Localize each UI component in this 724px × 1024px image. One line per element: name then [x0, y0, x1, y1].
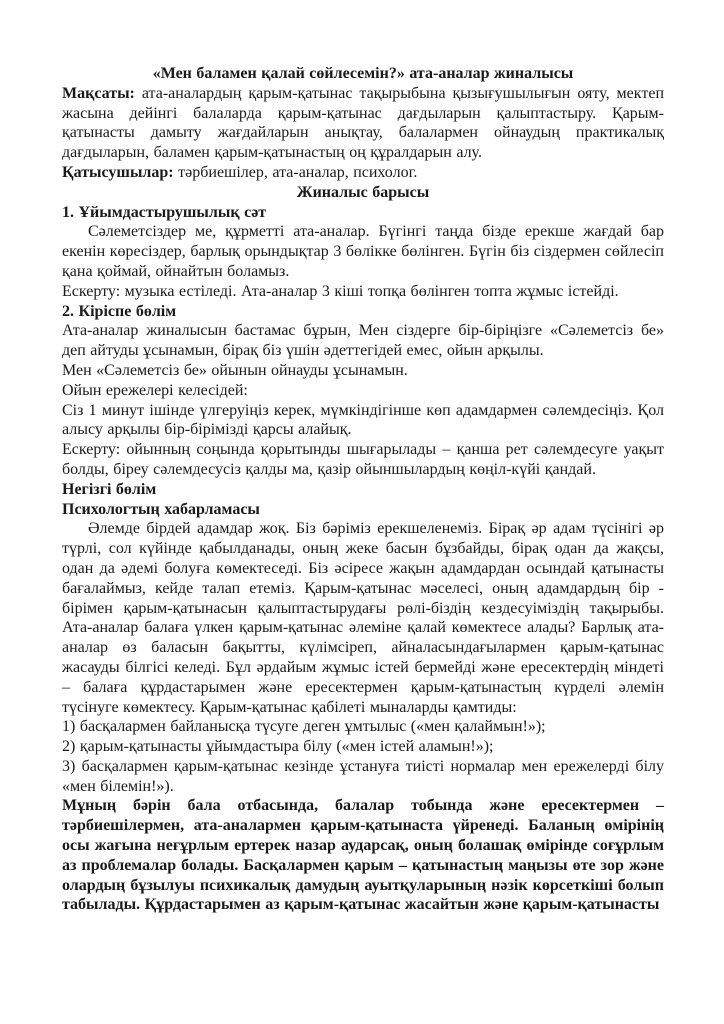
paragraph: Жиналыс барысы	[296, 183, 430, 201]
paragraph: 2. Кіріспе бөлім	[62, 302, 177, 320]
paragraph: 3) басқалармен қарым-қатынас кезінде ұстануға тиісті нормалар мен ережелерді білу «мен білемін!»).	[62, 757, 664, 795]
paragraph: Психологтың хабарламасы	[62, 500, 260, 518]
paragraph-lead: Мақсаты:	[62, 84, 135, 102]
paragraph: Негізгі бөлім	[62, 480, 157, 498]
document-title: «Мен баламен қалай сөйлесемін?» ата-аналар жиналысы	[152, 65, 574, 82]
document-body	[62, 84, 664, 915]
paragraph: 1. Ұйымдастырушылық сәт	[62, 203, 267, 221]
paragraph: Мұның бәрін бала отбасында, балалар тобында және ересектермен – тәрбиешілермен, ата-аналармен қарым-қатынаста үйренеді. Баланың өмірінің осы жағына неғұрлым ертерек назар аударсақ, оның болашақ өмірінде соғұрлым аз проблемалар болады. Басқалармен қарым – қатынастың маңызы өте зор және олардың бұзылуы психикалық дамудың ауытқуларының нәзік көрсеткіші болып табылады. Құрдастарымен аз қарым-қатынас жасайтын және қарым-қатынасты	[62, 797, 664, 914]
paragraph: Мақсаты: ата-аналардың қарым-қатынас тақырыбына қызығушылығын ояту, мектеп жасына дейінгі балаларда қарым-қатынас дағдыларын қалыптастыру. Қарым-қатынасты дамыту жағдайларын анықтау, балалармен ойнаудың практикалық дағдыларын, баламен қарым-қатынастың оң құралдарын алу.	[62, 84, 664, 162]
paragraph: Ескерту: ойынның соңында қорытынды шығарылады – қанша рет сәлемдесуге уақыт болды, біреу сәлемдесусіз қалды ма, қазір ойыншылардың көңіл-күйі қандай.	[62, 441, 664, 478]
paragraph: Қатысушылар: тәрбиешілер, ата-аналар, психолог.	[62, 163, 418, 181]
paragraph: Мен «Сәлеметсіз бе» ойынын ойнауды ұсынамын.	[62, 361, 408, 379]
paragraph: 1) басқалармен байланысқа түсуге деген ұмтылыс («мен қалаймын!»);	[62, 718, 546, 736]
paragraph: 2) қарым-қатынасты ұйымдастыра білу («мен істей аламын!»);	[62, 738, 494, 756]
paragraph: Әлемде бірдей адамдар жоқ. Біз бәріміз ерекшеленеміз. Бірақ әр адам түсінігі әр түрлі, сол күйінде қабылданады, оның жеке басын бұзбайды, бірақ одан да жақсы, одан да әдемі болуға көмектеседі. Біз әсіресе жақын адамдардан осындай қатынасты бағалаймыз, кейде талап етеміз. Қарым-қатынас мәселесі, оның адамдардың бір - бірімен қарым-қатынасын қалыптастырудағы рөлі-біздің кездесуіміздің тақырыбы. Ата-аналар балаға үлкен қарым-қатынас әлеміне қалай көмектесе алады? Барлық ата-аналар өз баласын бақытты, күлімсіреп, айналасындағылармен қарым-қатынас жасауды білгісі келеді. Бұл әрдайым жұмыс істей бермейді және ересектердің міндеті – балаға құрдастарымен және ересектермен қарым-қатынастың күрделі әлемін түсінуге көмектесу. Қарым-қатынас қабілеті мыналарды қамтиды:	[62, 520, 664, 716]
paragraph: Сәлеметсіздер ме, құрметті ата-аналар. Бүгінгі таңда бізде ерекше жағдай бар екенін көресіздер, барлық орындықтар 3 бөлікке бөлінген. Бүгін біз сіздермен сөйлесіп қана қоймай, ойнайтын боламыз.	[62, 223, 664, 280]
paragraph: Ойын ережелері келесідей:	[62, 381, 248, 399]
paragraph: Сіз 1 минут ішінде үлгеруіңіз керек, мүмкіндігінше көп адамдармен сәлемдесіңіз. Қол алысу арқылы бір-бірімізді қарсы алайық.	[62, 401, 664, 439]
paragraph: Ескерту: музыка естіледі. Ата-аналар 3 кіші топқа бөлінген топта жұмыс істейді.	[62, 282, 619, 300]
paragraph-lead: Қатысушылар:	[62, 163, 174, 181]
paragraph: Ата-аналар жиналысын бастамас бұрын, Мен сіздерге бір-біріңізге «Сәлеметсіз бе» деп айтуды ұсынамын, бірақ біз үшін әдеттегідей емес, ойын арқылы.	[62, 322, 664, 360]
